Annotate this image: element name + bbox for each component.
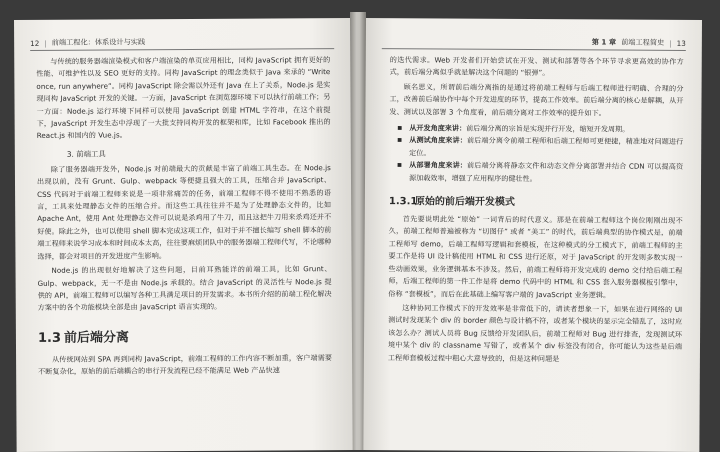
paragraph: 从传统网站到 SPA 再到同构 JavaScript，前端工程师的工作内容不断加重，客户端需要不断复杂化，原始的前后端耦合的串行开发流程已经不能满足 Web 产品快速 bbox=[38, 352, 333, 377]
list-item-lead: 从测试角度来讲： bbox=[409, 135, 467, 146]
paragraph: Node.js 的出现很好地解决了这些问题，目前耳熟能详的前端工具，比如 Grunt、Gulp、webpack，无一不是由 Node.js 承载的。结合 JavaScript 的灵活性与 Node.js 提供的 API，前端工程师可以编写各种工具满足项目的开发需求。本书所介绍的前端工程化解决方案中的各个功能模块全部是由 JavaScript 语言实现的。 bbox=[37, 264, 332, 313]
right-page-content bbox=[388, 54, 684, 368]
chapter-title: 前端工程简史 bbox=[621, 37, 665, 47]
subsection-number: 1.3.1 bbox=[388, 196, 418, 208]
list-item-text: 前后端分离令前端工程师和后端工程师可更便捷，精准地对问题进行定位。 bbox=[409, 136, 684, 158]
list-item-text: 前后端分离将静态文件和动态文件分离部署并结合 CDN 可以提高资源加载效率，增强了应用程序的健壮性。 bbox=[408, 160, 684, 183]
subheading: 3. 前端工具 bbox=[66, 149, 106, 159]
list-item-text: 前后端分离的宗旨是实现并行开发，缩短开发周期。 bbox=[466, 123, 630, 134]
section-title: 前后端分离 bbox=[63, 330, 130, 346]
left-page-number: 12 bbox=[30, 38, 40, 48]
subsection-heading bbox=[389, 192, 683, 209]
paragraph: 与传统的服务器端渲染模式和客户端渲染的单页应用相比，同构 JavaScript 拥有更好的性能、可维护性以及 SEO 更好的支持。同构 JavaScript 的理念类似于 Java 来承的 “Write once, run anywhere”。同构 JavaScript 除会需以外还有 Java 在上了关系，Node.js 是实现同构 JavaScript 开发的关键。一方面，JavaScript 在浏览器环境下可以执行前端工作；另一方面：Node.js 运行环境下同样可以使用 JavaScript 创建 HTML 字符串，在这个前提下，JavaScript 开发生态中浮现了一大批支持同构开发的框架和库，比如 Facebook 推出的 React.js 和国内的 Vue.js。 bbox=[36, 55, 331, 141]
right-page-header bbox=[382, 32, 686, 51]
header-separator: | bbox=[44, 38, 47, 48]
chapter-label: 第 1 章 bbox=[591, 37, 617, 47]
list-item-lead: 从开发角度来讲： bbox=[409, 123, 467, 133]
header-separator: | bbox=[669, 38, 672, 48]
left-page-header bbox=[30, 32, 334, 51]
section-heading bbox=[38, 325, 332, 346]
right-page-number: 13 bbox=[676, 38, 686, 48]
book-title: 前端工程化：体系设计与实践 bbox=[51, 37, 146, 47]
paragraph: 首先要说明此处 “原始” 一词背后的时代意义。那是在前端工程师这个岗位刚刚出现不久，前端工程师普遍被称为 “切图仔” 或者 “美工” 的时代，前后端典型的协作模式是，前端工程师写 demo，后端工程师写逻辑和套模板，在这种模式的分工模式下，前端工程师的主要工作是将 UI 设计稿使用 HTML 和 CSS 进行还原，对于 JavaScript 的开发则多数实现一些动画效果，业务逻辑基本不涉及。然后，前端工程师将开发完成的 demo 交付给后端工程师，后端工程师的第一件工作是将 demo 代码中的 HTML 和 CSS 套入服务器模板引擎中，俗称 “套模板”，而后在此基础上编写客户端的 JavaScript 业务逻辑。 bbox=[388, 214, 683, 299]
section-number: 1.3 bbox=[37, 330, 62, 346]
paragraph: 除了服务器端开发外，Node.js 对前端最大的贡献是丰富了前端工具生态。在 Node.js 出现以前，没有 Grunt、Gulp、webpack 等便捷且强大的工具，压缩合并 JavaScript、CSS 代码对于前端工程师来说是一项非常痛苦的任务，前端工程师不得不使用不熟悉的语言，工具来处理静态文件的压缩合并。而这些工具往往并不是为了处理静态文件的，比如 Apache Ant，使用 Ant 处理静态文件可以说是杀鸡用了牛刀，而且这把牛刀用来杀鸡还并不好使。除此之外，也可以使用 shell 脚本完成这项工作，但对于并不擅长编写 shell 脚本的前端工程师来说学习成本和时间成本太高，往往要麻烦团队中的服务器端工程师代写，不论哪种选择，都会对项目的开发进度产生影响。 bbox=[36, 162, 332, 261]
left-page bbox=[14, 18, 353, 452]
bullet-list bbox=[389, 122, 683, 186]
subsection-title: 原始的前后端开发模式 bbox=[414, 196, 515, 208]
left-page-content bbox=[36, 54, 332, 380]
list-item-lead: 从部署角度来讲： bbox=[409, 160, 468, 170]
paragraph: 顾名思义，所谓前后端分离指的是通过将前端工程师与后端工程师进行明确、合理的分工，改善前后端协作中每个开发进度的环节，提高工作效率。前后端分离的核心是解耦，从开发、测试以及部署 3 个角度看，前后端分离对工作效率的提升如下。 bbox=[389, 82, 684, 118]
paragraph: 这种协同工作模式下的开发效率是非常低下的，请读者想象一下，如果在进行网络的 UI 测试时发现某个 div 的 border 颜色与设计稿不符，或者某个模块的显示完全错乱了，这时应该怎么办？测试人员将 Bug 反馈给开发团队后，前端工程师对 Bug 进行排查，发现测试环境中某个 div 的 classname 写错了，或者某个 div 标签没有闭合，你可能认为这些是后端工程师套模板过程中粗心大意导致的，但是这种问题是 bbox=[387, 303, 683, 363]
right-page bbox=[363, 18, 702, 452]
paragraph: 的迭代需求。Web 开发者们开始尝试在开发、测试和部署等各个环节寻求更高效的协作方式，前后端分离似乎就是解决这个问题的 “银弹”。 bbox=[389, 55, 684, 78]
list-item bbox=[399, 159, 683, 186]
list-item bbox=[399, 135, 683, 162]
